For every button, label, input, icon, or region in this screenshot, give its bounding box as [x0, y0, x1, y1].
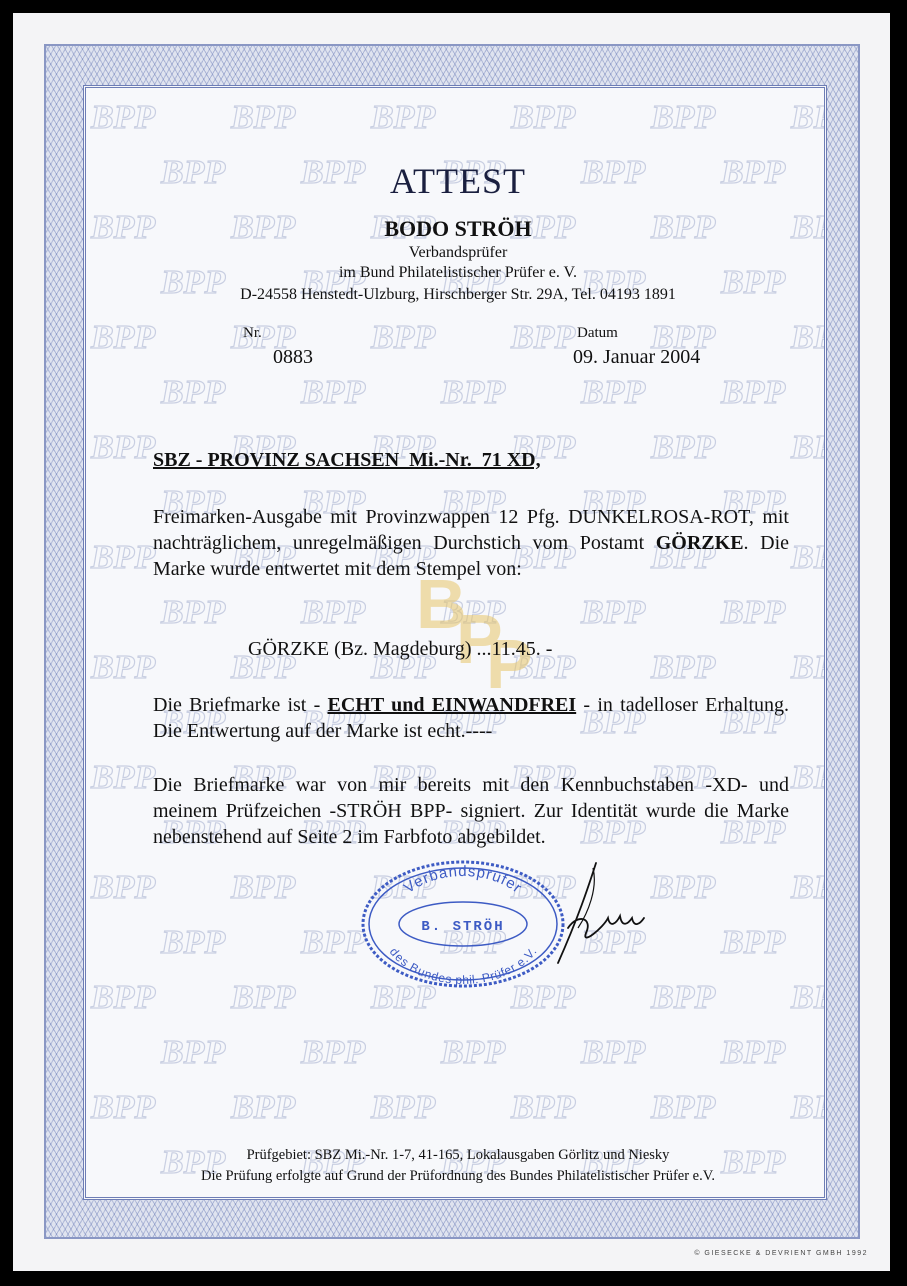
- number-label: Nr.: [243, 325, 262, 341]
- examiner-stamp: [358, 854, 568, 989]
- stamp-bottom-text: des Bundes phil. Prüfer e.V.: [386, 944, 540, 988]
- stamp-center-text: B. STRÖH: [421, 919, 505, 935]
- examination-basis: Die Prüfung erfolgte auf Grund der Prüfordnung des Bundes Philatelistischer Prüfer e.V.: [201, 1168, 715, 1184]
- certificate-title: ATTEST: [390, 161, 526, 201]
- association-name: im Bund Philatelistischer Prüfer e. V.: [338, 264, 578, 281]
- stamp-top-text: Verbandsprüfer: [400, 862, 526, 897]
- verdict-text: Die Briefmarke ist - ECHT und EINWANDFREI - in tadelloser Erhaltung. Die Entwertung auf der Marke ist echt.----: [153, 694, 790, 742]
- examiner-address: D-24558 Henstedt-Ulzburg, Hirschberger Str. 29A, Tel. 04193 1891: [240, 286, 676, 303]
- certificate-number: 0883: [273, 346, 313, 368]
- postmark-text: GÖRZKE (Bz. Magdeburg) ...11.45. -: [248, 638, 553, 660]
- svg-text:B: B: [416, 565, 467, 643]
- svg-text:des Bundes phil. Prüfer e.V.: [387, 945, 540, 987]
- printer-credit: © GIESECKE & DEVRIENT GMBH 1992: [694, 1250, 868, 1257]
- svg-text:P: P: [486, 625, 533, 703]
- examiner-name: BODO STRÖH: [384, 216, 532, 241]
- certificate-panel: [83, 85, 827, 1200]
- date-label: Datum: [577, 325, 618, 341]
- examination-scope: Prüfgebiet: SBZ Mi.-Nr. 1-7, 41-165, Lokalausgaben Görlitz und Niesky: [246, 1147, 670, 1163]
- stamp-heading: SBZ - PROVINZ SACHSEN Mi.-Nr. 71 XD,: [153, 449, 541, 471]
- handwritten-signature: [548, 858, 648, 968]
- certificate-sheet: [13, 13, 890, 1271]
- examiner-role: Verbandsprüfer: [408, 244, 508, 261]
- identity-text: Die Briefmarke war von mir bereits mit den Kennbuchstaben -XD- und meinem Prüfzeichen -STRÖH BPP- signiert. Zur Identität wurde die Marke nebenstehend auf Seite 2 im Farbfoto abgebildet.: [153, 774, 789, 848]
- certificate-date: 09. Januar 2004: [573, 346, 701, 368]
- stamp-description: Freimarken-Ausgabe mit Provinzwappen 12 Pfg. DUNKELROSA-ROT, mit nachträglichem, unregelmäßigen Durchstich vom Postamt GÖRZKE. Die Marke wurde entwertet mit dem Stempel von:: [153, 506, 789, 580]
- svg-text:P: P: [456, 600, 503, 678]
